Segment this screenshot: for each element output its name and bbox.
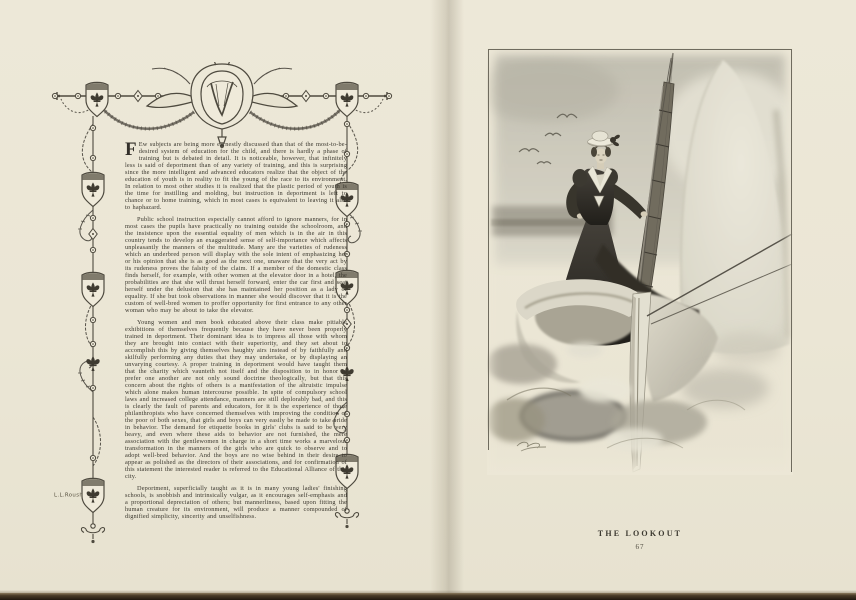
book-bottom-edge	[0, 593, 856, 600]
right-page	[445, 0, 856, 600]
left-border-chain	[78, 116, 105, 543]
page-number: 67	[635, 543, 645, 551]
article-paragraph: Public school instruction especially cannot afford to ignore manners, for in most cases the pupils have practically no training outside the schoolroom, and the insistence upon the essential equality of men which is in the air in this country tends to develop an exaggerated sense of self-importance which affects unpleasantly the manners of the multitude. Many are the varieties of rudeness which an underbred person will display with the sole intent of emphasizing her or his opinion that she is as good as the next one, unaware that the very act by its rudeness proves the falsity of the claim. If a member of the domestic class finds herself, for example, with other women at the elevator door in a hotel, the probabilities are that she will thrust herself forward, enter the car first and seat herself under the delusion that she has maintained her position as a lady of equality. If she but took observations in manner she would discover that it is the custom of well-bred women to proffer opportunity for first entrance to any other woman who may be about to take the elevator.	[125, 216, 347, 314]
illustration-caption: THE LOOKOUT	[597, 529, 683, 538]
article-paragraph: Deportment, superficially taught as it is in many young ladies' finishing schools, is snobbish and intrinsically vulgar, as it encourages self-emphasis and a proportional depreciation of others; but mannerliness, based upon fitting the human creature for its environment, will produce a manner compounded of dignified simplicity, sincerity and unselfishness.	[125, 485, 347, 520]
article-paragraph	[125, 141, 347, 211]
monogram-cartouche	[147, 62, 297, 148]
lookout-illustration	[487, 48, 793, 475]
paragraph-text: Ew subjects are being more earnestly discussed than that of the most-to-be-desired system of education for the child, and there is hardly a phase of training but is debated in detail. It is noticeable, however, that infinitely less is said of deportment than of any variety of training, and this is surprising since the more intelligent and advanced educators realize that the object of the education of youth is in reality to fit the young of the race to its environment. In relation to most other studies it is realized that the plastic period of youth is the time for instilling and molding, but instruction in deportment is left to chance or to home training, which in most cases is equivalent to leaving it also to haphazard.	[125, 141, 347, 211]
drop-cap: F	[125, 139, 137, 160]
article-text-column	[125, 141, 347, 525]
article-paragraph: Young women and men book educated above their class make pitiable exhibitions of themselves frequently because they have never been properly trained in deportment. Their dominant idea is to impress all those with whom they are brought into contact with their superiority, and they set about to accomplish this by giving themselves haughty airs instead of by faithfully and skilfully performing any duties that they may undertake, or by displaying an unvarying courtesy. A proper training in deportment would have taught them that the charity which vaunteth not itself and the disposition to in honor to prefer one another are not only sound doctrine theologically, but that this concern about the rights of others is a manifestation of the altruistic impulse which alone makes human intercourse possible. In spite of compulsory school laws and increased college attendance, manners are still deplorably bad, and this is clearly the fault of parents and educators, for it is the experience of those philanthropists who have concerned themselves with improving the condition of the poor of both sexes, that girls and boys can very easily be made to take pride in behavior. The demand for etiquette books in girls' clubs is said to be very heavy, and even where these aids to behavior are not furnished, the mere association with the gentlewomen in charge in a short time works a marvelous transformation in the manners of the girls who are quick to observe and to adopt well-bred behavior. And the boys are no wise behind in their desire to appear as polished as the directors of their associations, and for confirmation of this statement the interested reader is referred to the Educational Alliance of this city.	[125, 319, 347, 480]
artist-signature: L.L.Roush	[54, 492, 84, 499]
